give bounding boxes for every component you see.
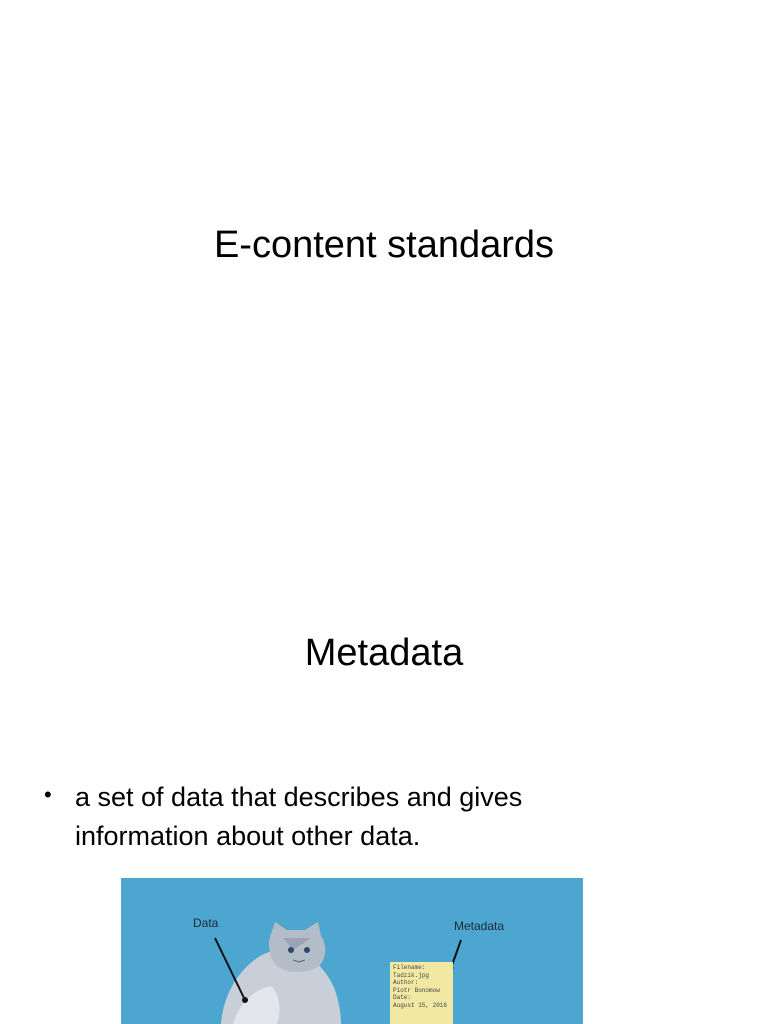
- cat-photo: [121, 878, 583, 1024]
- slide-title: Metadata: [304, 632, 464, 674]
- bullet-text: a set of data that describes and gives information about other data.: [75, 782, 523, 851]
- bullet-item: [44, 778, 624, 856]
- note-line: Author:: [393, 979, 419, 987]
- metadata-label: Metadata: [454, 919, 505, 933]
- slide-title: E-content standards: [213, 224, 555, 266]
- metadata-note: [390, 962, 453, 1024]
- cat-eye: [304, 947, 310, 953]
- note-line: Date:: [393, 994, 412, 1002]
- note-line: Tadzik.jpg: [393, 971, 430, 979]
- note-line: August 15, 2016: [393, 1001, 448, 1009]
- metadata-illustration: [121, 878, 583, 1024]
- cat-eye: [288, 947, 294, 953]
- bullet-list: [44, 778, 624, 856]
- note-line: Filename:: [393, 964, 426, 971]
- data-label: Data: [193, 916, 219, 930]
- note-line: Piotr Bonomow: [393, 986, 440, 994]
- bullet-icon: •: [44, 782, 52, 807]
